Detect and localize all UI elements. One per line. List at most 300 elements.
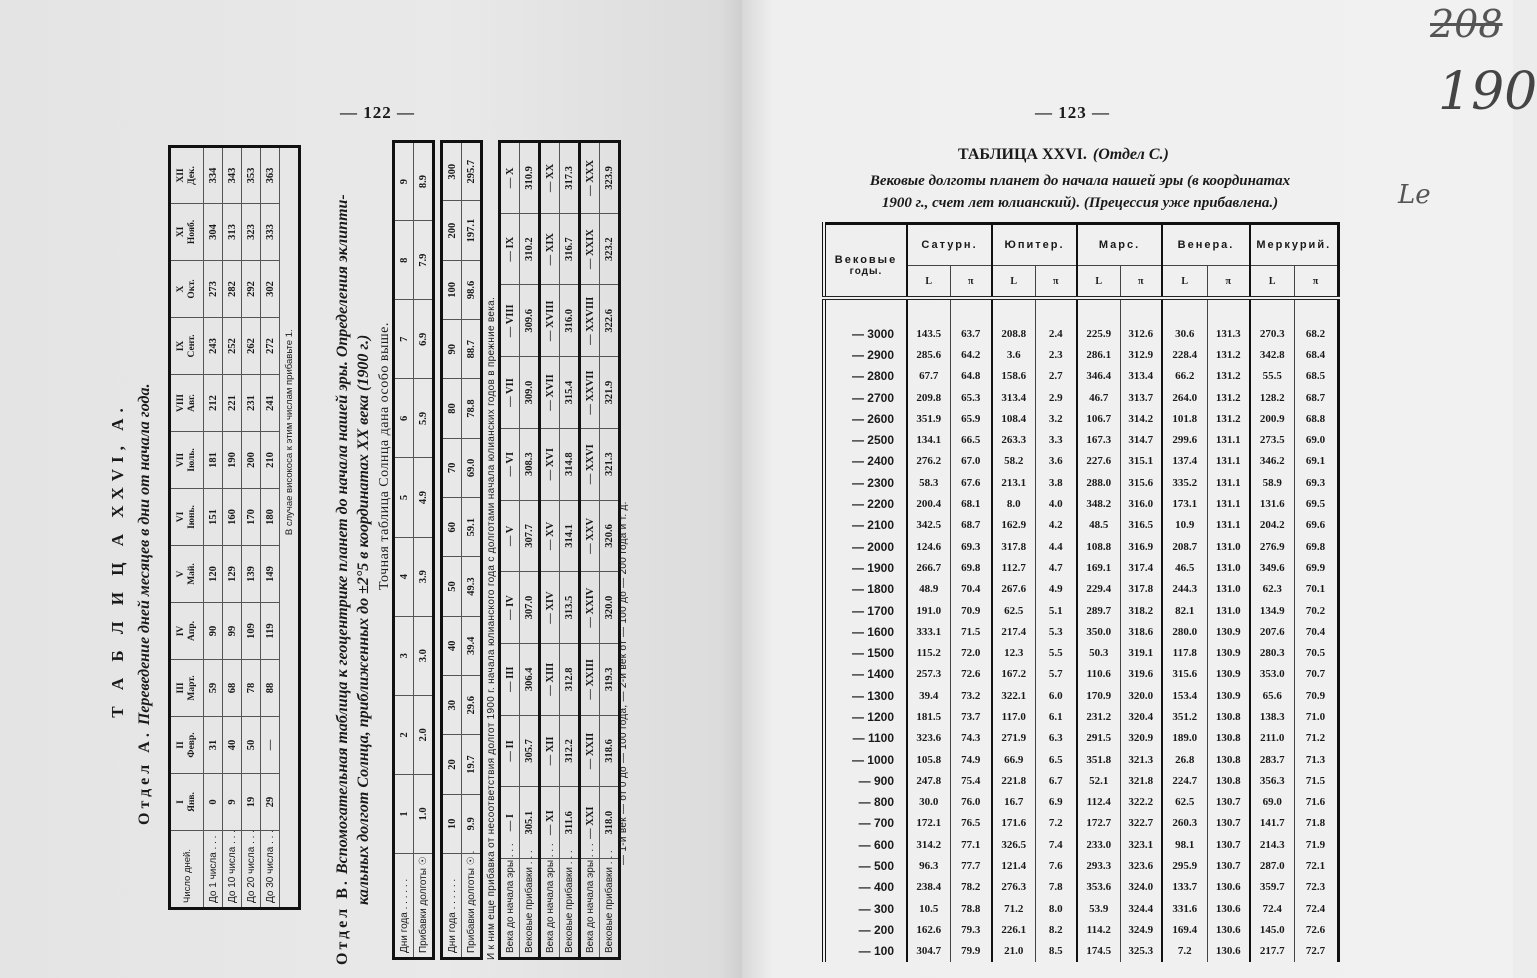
longitude-cell: 346.2 bbox=[1250, 451, 1294, 472]
perihelion-cell: 130.9 bbox=[1207, 621, 1250, 642]
secular-addition-cell: 305.7 bbox=[520, 715, 540, 787]
row-label: Вековые прибавки . . . bbox=[600, 859, 620, 959]
perihelion-cell: 318.6 bbox=[1120, 621, 1162, 642]
table-row bbox=[280, 147, 300, 909]
century-year: — 1500 bbox=[851, 646, 894, 661]
day-cell: 70 bbox=[442, 438, 462, 497]
table-row bbox=[394, 142, 414, 959]
table-row bbox=[824, 366, 1338, 387]
perihelion-cell: 68.2 bbox=[1294, 323, 1338, 344]
day-count-cell: 323 bbox=[242, 204, 261, 261]
blank-cell bbox=[280, 717, 300, 774]
planet-header: Сатурн. bbox=[907, 224, 992, 266]
day-cell: 9 bbox=[394, 142, 414, 221]
longitude-cell: 128.2 bbox=[1250, 387, 1294, 408]
longitude-l-header: L bbox=[1077, 266, 1120, 299]
perihelion-cell: 76.0 bbox=[950, 792, 992, 813]
leap-year-note: В случае високоса к этим числам прибавьте 1. bbox=[280, 147, 300, 717]
day-count-cell: 119 bbox=[261, 603, 280, 660]
longitude-cell: 335.2 bbox=[1162, 472, 1207, 493]
secular-longitudes-table bbox=[822, 222, 1340, 962]
century-cell: — VI bbox=[500, 428, 520, 500]
table-row bbox=[824, 728, 1338, 749]
perihelion-cell: 69.0 bbox=[1294, 429, 1338, 450]
day-count-cell: 353 bbox=[242, 147, 261, 204]
longitude-l-header: L bbox=[992, 266, 1035, 299]
century-cell: — XVII bbox=[540, 357, 560, 429]
perihelion-cell: 71.9 bbox=[1294, 834, 1338, 855]
table-number: ТАБЛИЦА XXVI. bbox=[958, 146, 1087, 163]
longitude-cell: 171.6 bbox=[992, 813, 1035, 834]
table-row bbox=[824, 408, 1338, 429]
longitude-cell: 350.0 bbox=[1077, 621, 1120, 642]
day-count-cell: 149 bbox=[261, 546, 280, 603]
longitude-cell: 110.6 bbox=[1077, 664, 1120, 685]
century-year: — 100 bbox=[858, 944, 894, 959]
perihelion-cell: 67.6 bbox=[950, 472, 992, 493]
longitude-cell: 200.9 bbox=[1250, 408, 1294, 429]
day-cell: 8 bbox=[394, 221, 414, 300]
perihelion-cell: 64.2 bbox=[950, 344, 992, 365]
perihelion-pi-header: π bbox=[1294, 266, 1338, 299]
longitude-cell: 133.7 bbox=[1162, 877, 1207, 898]
addition-cell: 78.8 bbox=[462, 379, 482, 438]
day-count-cell: 210 bbox=[261, 432, 280, 489]
month-number: VI bbox=[176, 511, 186, 523]
century-year: — 2900 bbox=[851, 347, 894, 362]
secular-addition-cell: 315.4 bbox=[560, 357, 580, 429]
longitude-cell: 137.4 bbox=[1162, 451, 1207, 472]
longitude-cell: 204.2 bbox=[1250, 515, 1294, 536]
longitude-cell: 189.0 bbox=[1162, 728, 1207, 749]
table-row bbox=[242, 147, 261, 909]
century-year: — 2700 bbox=[851, 390, 894, 405]
longitude-cell: 58.9 bbox=[1250, 472, 1294, 493]
perihelion-cell: 130.9 bbox=[1207, 685, 1250, 706]
perihelion-cell: 4.7 bbox=[1035, 557, 1077, 578]
table-row bbox=[824, 536, 1338, 557]
day-count-cell: 151 bbox=[204, 489, 223, 546]
longitude-cell: 7.2 bbox=[1162, 941, 1207, 962]
longitude-cell: 270.3 bbox=[1250, 323, 1294, 344]
secular-addition-cell: 311.6 bbox=[560, 787, 580, 859]
perihelion-cell: 64.8 bbox=[950, 366, 992, 387]
section-b-line3: Точная таблица Солнца дана особо выше. bbox=[377, 322, 392, 590]
perihelion-cell: 2.7 bbox=[1035, 366, 1077, 387]
longitude-cell: 172.7 bbox=[1077, 813, 1120, 834]
perihelion-cell: 130.6 bbox=[1207, 941, 1250, 962]
secular-addition-cell: 310.9 bbox=[520, 142, 540, 214]
longitude-cell: 153.4 bbox=[1162, 685, 1207, 706]
century-year: — 800 bbox=[858, 795, 894, 810]
perihelion-cell: 131.1 bbox=[1207, 429, 1250, 450]
longitude-cell: 71.2 bbox=[992, 898, 1035, 919]
month-header bbox=[170, 774, 204, 831]
section-b-heading bbox=[332, 194, 395, 965]
perihelion-cell: 71.2 bbox=[1294, 728, 1338, 749]
longitude-cell: 134.1 bbox=[907, 429, 950, 450]
table-row bbox=[261, 147, 280, 909]
month-name: Март. bbox=[187, 675, 197, 701]
longitude-cell: 131.6 bbox=[1250, 493, 1294, 514]
secular-addition-cell: 316.7 bbox=[560, 213, 580, 285]
addition-cell: 98.6 bbox=[462, 260, 482, 319]
perihelion-cell: 317.4 bbox=[1120, 557, 1162, 578]
longitude-cell: 58.2 bbox=[992, 451, 1035, 472]
section-a-title: Переведение дней месяцев в дни от начала года. bbox=[136, 383, 153, 726]
century-cell: — XXIX bbox=[580, 213, 600, 285]
table-row bbox=[824, 472, 1338, 493]
perihelion-cell: 322.7 bbox=[1120, 813, 1162, 834]
longitude-cell: 66.9 bbox=[992, 749, 1035, 770]
day-count-cell: 241 bbox=[261, 375, 280, 432]
century-cell: — XIX bbox=[540, 213, 560, 285]
month-header bbox=[170, 660, 204, 717]
addition-cell: 295.7 bbox=[462, 142, 482, 201]
century-cell: — XXII bbox=[580, 715, 600, 787]
perihelion-cell: 325.3 bbox=[1120, 941, 1162, 962]
perihelion-cell: 72.1 bbox=[1294, 855, 1338, 876]
day-cell: 1 bbox=[394, 774, 414, 853]
longitude-cell: 114.2 bbox=[1077, 919, 1120, 940]
perihelion-cell: 321.8 bbox=[1120, 770, 1162, 791]
longitude-cell: 221.8 bbox=[992, 770, 1035, 791]
row-label: Дни года . . . . . . bbox=[394, 854, 414, 959]
perihelion-cell: 4.0 bbox=[1035, 493, 1077, 514]
longitude-cell: 351.8 bbox=[1077, 749, 1120, 770]
years-header-line2: годы. bbox=[824, 266, 907, 299]
perihelion-cell: 71.3 bbox=[1294, 749, 1338, 770]
perihelion-cell: 68.7 bbox=[950, 515, 992, 536]
century-year: — 200 bbox=[858, 922, 894, 937]
longitude-cell: 214.3 bbox=[1250, 834, 1294, 855]
month-name: Іюль. bbox=[187, 448, 197, 472]
day-count-cell: 252 bbox=[223, 318, 242, 375]
perihelion-cell: 69.3 bbox=[950, 536, 992, 557]
longitude-cell: 172.1 bbox=[907, 813, 950, 834]
perihelion-cell: 70.1 bbox=[1294, 579, 1338, 600]
table-row bbox=[204, 147, 223, 909]
perihelion-cell: 319.6 bbox=[1120, 664, 1162, 685]
century-cell: — IV bbox=[500, 572, 520, 644]
longitude-cell: 62.5 bbox=[1162, 792, 1207, 813]
day-count-cell: — bbox=[261, 717, 280, 774]
century-cell: — V bbox=[500, 500, 520, 572]
table-a-days bbox=[168, 145, 301, 910]
perihelion-cell: 316.0 bbox=[1120, 493, 1162, 514]
spacer bbox=[1250, 298, 1294, 323]
perihelion-cell: 6.0 bbox=[1035, 685, 1077, 706]
longitude-cell: 181.5 bbox=[907, 706, 950, 727]
table-row bbox=[824, 919, 1338, 940]
section-b-line1: Вспомогательная таблица к геоцентрике планет до начала нашей эры. Определения эклипти- bbox=[334, 194, 351, 875]
perihelion-cell: 323.1 bbox=[1120, 834, 1162, 855]
addition-cell: 49.3 bbox=[462, 557, 482, 616]
table-row bbox=[824, 387, 1338, 408]
century-year: — 3000 bbox=[851, 326, 894, 341]
century-cell: — XV bbox=[540, 500, 560, 572]
table-title: Т А Б Л И Ц А XXVI, A. bbox=[108, 402, 127, 718]
secular-addition-cell: 318.0 bbox=[600, 787, 620, 859]
longitude-cell: 53.9 bbox=[1077, 898, 1120, 919]
row-label: Вековые прибавки . . . bbox=[520, 859, 540, 959]
century-year: — 2000 bbox=[851, 539, 894, 554]
day-count-cell: 262 bbox=[242, 318, 261, 375]
longitude-cell: 108.4 bbox=[992, 408, 1035, 429]
perihelion-cell: 131.3 bbox=[1207, 323, 1250, 344]
table-row bbox=[462, 142, 482, 959]
longitude-cell: 280.0 bbox=[1162, 621, 1207, 642]
month-header bbox=[170, 489, 204, 546]
perihelion-cell: 130.8 bbox=[1207, 728, 1250, 749]
perihelion-cell: 79.3 bbox=[950, 919, 992, 940]
perihelion-cell: 8.5 bbox=[1035, 941, 1077, 962]
month-name: Февр. bbox=[187, 732, 197, 758]
century-cell: — XVI bbox=[540, 428, 560, 500]
perihelion-cell: 71.6 bbox=[1294, 792, 1338, 813]
century-cell: — XI bbox=[540, 787, 560, 859]
day-cell: 30 bbox=[442, 676, 462, 735]
perihelion-cell: 130.9 bbox=[1207, 642, 1250, 663]
perihelion-cell: 130.7 bbox=[1207, 813, 1250, 834]
section-c-note: И к ним еще прибавка от несоответствия долгот 1900 г. начала юлианского года с долготами начала юлианских годов в прежние века. bbox=[486, 296, 497, 960]
century-year: — 900 bbox=[858, 773, 894, 788]
longitude-cell: 351.9 bbox=[907, 408, 950, 429]
perihelion-cell: 5.1 bbox=[1035, 600, 1077, 621]
longitude-cell: 62.5 bbox=[992, 600, 1035, 621]
century-year: — 2400 bbox=[851, 454, 894, 469]
secular-addition-cell: 317.3 bbox=[560, 142, 580, 214]
perihelion-cell: 65.9 bbox=[950, 408, 992, 429]
longitude-l-header: L bbox=[1250, 266, 1294, 299]
month-header bbox=[170, 546, 204, 603]
month-number: II bbox=[176, 741, 186, 749]
perihelion-cell: 73.2 bbox=[950, 685, 992, 706]
longitude-cell: 351.2 bbox=[1162, 706, 1207, 727]
row-label: Прибавки долготы ☉ bbox=[414, 854, 434, 959]
longitude-cell: 141.7 bbox=[1250, 813, 1294, 834]
page-number-right: — 123 — bbox=[1035, 103, 1110, 122]
day-cell: 10 bbox=[442, 794, 462, 853]
longitude-cell: 217.4 bbox=[992, 621, 1035, 642]
longitude-cell: 273.5 bbox=[1250, 429, 1294, 450]
table-row bbox=[500, 142, 520, 959]
perihelion-cell: 72.7 bbox=[1294, 941, 1338, 962]
longitude-cell: 285.6 bbox=[907, 344, 950, 365]
spacer bbox=[992, 298, 1035, 323]
century-cell: — XXV bbox=[580, 500, 600, 572]
table-row bbox=[442, 142, 462, 959]
century-year: — 500 bbox=[858, 859, 894, 874]
table-row bbox=[824, 813, 1338, 834]
table-row bbox=[223, 147, 242, 909]
longitude-cell: 266.7 bbox=[907, 557, 950, 578]
perihelion-cell: 131.1 bbox=[1207, 493, 1250, 514]
century-year: — 400 bbox=[858, 880, 894, 895]
perihelion-cell: 65.3 bbox=[950, 387, 992, 408]
perihelion-cell: 4.9 bbox=[1035, 579, 1077, 600]
longitude-cell: 30.6 bbox=[1162, 323, 1207, 344]
perihelion-cell: 7.4 bbox=[1035, 834, 1077, 855]
century-year: — 1900 bbox=[851, 560, 894, 575]
century-cell: — IX bbox=[500, 213, 520, 285]
longitude-cell: 207.6 bbox=[1250, 621, 1294, 642]
perihelion-cell: 131.0 bbox=[1207, 557, 1250, 578]
addition-cell: 69.0 bbox=[462, 438, 482, 497]
spacer bbox=[950, 298, 992, 323]
perihelion-cell: 6.9 bbox=[1035, 792, 1077, 813]
century-cell: — I bbox=[500, 787, 520, 859]
month-header bbox=[170, 318, 204, 375]
century-year: — 1400 bbox=[851, 667, 894, 682]
longitude-cell: 283.7 bbox=[1250, 749, 1294, 770]
day-cell: 100 bbox=[442, 260, 462, 319]
longitude-cell: 211.0 bbox=[1250, 728, 1294, 749]
day-count-cell: 50 bbox=[242, 717, 261, 774]
day-count-cell: 190 bbox=[223, 432, 242, 489]
perihelion-cell: 69.8 bbox=[950, 557, 992, 578]
longitude-cell: 117.0 bbox=[992, 706, 1035, 727]
day-count-cell: 88 bbox=[261, 660, 280, 717]
longitude-cell: 260.3 bbox=[1162, 813, 1207, 834]
longitude-cell: 145.0 bbox=[1250, 919, 1294, 940]
perihelion-cell: 68.4 bbox=[1294, 344, 1338, 365]
longitude-cell: 229.4 bbox=[1077, 579, 1120, 600]
longitude-cell: 313.4 bbox=[992, 387, 1035, 408]
perihelion-cell: 5.7 bbox=[1035, 664, 1077, 685]
longitude-cell: 55.5 bbox=[1250, 366, 1294, 387]
table-row bbox=[824, 429, 1338, 450]
perihelion-cell: 8.0 bbox=[1035, 898, 1077, 919]
secular-addition-cell: 313.5 bbox=[560, 572, 580, 644]
longitude-cell: 225.9 bbox=[1077, 323, 1120, 344]
longitude-cell: 169.4 bbox=[1162, 919, 1207, 940]
longitude-cell: 291.5 bbox=[1077, 728, 1120, 749]
addition-cell: 39.4 bbox=[462, 616, 482, 675]
row-label: Прибавки долготы ☉ . bbox=[462, 854, 482, 959]
perihelion-cell: 131.0 bbox=[1207, 536, 1250, 557]
addition-cell: 9.9 bbox=[462, 794, 482, 853]
century-cell: — XIII bbox=[540, 643, 560, 715]
spacer bbox=[824, 298, 907, 323]
longitude-l-header: L bbox=[1162, 266, 1207, 299]
longitude-cell: 231.2 bbox=[1077, 706, 1120, 727]
table-row bbox=[540, 142, 560, 959]
day-count-cell: 0 bbox=[204, 774, 223, 831]
month-name: Авг. bbox=[187, 394, 197, 412]
subtitle-line: 1900 г., счет лет юлианский). (Прецессия уже прибавлена.) bbox=[881, 195, 1279, 211]
century-cell: — VIII bbox=[500, 285, 520, 357]
longitude-cell: 314.2 bbox=[907, 834, 950, 855]
perihelion-cell: 323.6 bbox=[1120, 855, 1162, 876]
perihelion-cell: 130.6 bbox=[1207, 877, 1250, 898]
handwritten-mark: Le bbox=[1398, 180, 1431, 210]
day-count-cell: 333 bbox=[261, 204, 280, 261]
longitude-cell: 263.3 bbox=[992, 429, 1035, 450]
longitude-cell: 52.1 bbox=[1077, 770, 1120, 791]
day-count-cell: 343 bbox=[223, 147, 242, 204]
century-year: — 300 bbox=[858, 901, 894, 916]
century-year: — 700 bbox=[858, 816, 894, 831]
longitude-cell: 348.2 bbox=[1077, 493, 1120, 514]
longitude-cell: 208.7 bbox=[1162, 536, 1207, 557]
planet-header: Марс. bbox=[1077, 224, 1162, 266]
perihelion-cell: 130.8 bbox=[1207, 706, 1250, 727]
longitude-cell: 293.3 bbox=[1077, 855, 1120, 876]
longitude-cell: 287.0 bbox=[1250, 855, 1294, 876]
month-name: Дек. bbox=[187, 166, 197, 185]
perihelion-cell: 316.5 bbox=[1120, 515, 1162, 536]
longitude-cell: 26.8 bbox=[1162, 749, 1207, 770]
perihelion-cell: 68.1 bbox=[950, 493, 992, 514]
day-count-cell: 19 bbox=[242, 774, 261, 831]
label-header: Число дней. bbox=[170, 831, 204, 909]
handwritten-new-number: 190 bbox=[1438, 62, 1537, 122]
day-count-cell: 129 bbox=[223, 546, 242, 603]
perihelion-pi-header: π bbox=[950, 266, 992, 299]
perihelion-cell: 70.5 bbox=[1294, 642, 1338, 663]
longitude-cell: 46.7 bbox=[1077, 387, 1120, 408]
month-name: Окт. bbox=[187, 279, 197, 299]
century-footnote: — 1-й век — от 0 до — 100 года, — 2-й век от — 100 до — 200 года и т. д. bbox=[618, 501, 629, 865]
addition-cell: 29.6 bbox=[462, 676, 482, 735]
perihelion-cell: 312.9 bbox=[1120, 344, 1162, 365]
perihelion-cell: 66.5 bbox=[950, 429, 992, 450]
perihelion-cell: 320.0 bbox=[1120, 685, 1162, 706]
longitude-cell: 333.1 bbox=[907, 621, 950, 642]
longitude-cell: 39.4 bbox=[907, 685, 950, 706]
perihelion-cell: 322.2 bbox=[1120, 792, 1162, 813]
row-label: Дни года . . . . . . bbox=[442, 854, 462, 959]
perihelion-pi-header: π bbox=[1207, 266, 1250, 299]
century-cell: — XXIII bbox=[580, 643, 600, 715]
table-row bbox=[824, 515, 1338, 536]
day-count-cell: 282 bbox=[223, 261, 242, 318]
longitude-cell: 353.6 bbox=[1077, 877, 1120, 898]
longitude-cell: 276.9 bbox=[1250, 536, 1294, 557]
perihelion-cell: 70.4 bbox=[950, 579, 992, 600]
perihelion-cell: 3.8 bbox=[1035, 472, 1077, 493]
perihelion-cell: 321.3 bbox=[1120, 749, 1162, 770]
addition-cell: 5.9 bbox=[414, 379, 434, 458]
century-cell: — XXX bbox=[580, 142, 600, 214]
table-b2-sun-additions bbox=[440, 140, 483, 960]
table-row bbox=[824, 298, 1338, 323]
longitude-cell: 200.4 bbox=[907, 493, 950, 514]
perihelion-cell: 7.8 bbox=[1035, 877, 1077, 898]
perihelion-cell: 4.2 bbox=[1035, 515, 1077, 536]
secular-addition-cell: 319.3 bbox=[600, 643, 620, 715]
table-row bbox=[824, 877, 1338, 898]
day-count-cell: 243 bbox=[204, 318, 223, 375]
perihelion-cell: 7.2 bbox=[1035, 813, 1077, 834]
table-row bbox=[824, 579, 1338, 600]
perihelion-cell: 69.9 bbox=[1294, 557, 1338, 578]
secular-addition-cell: 309.6 bbox=[520, 285, 540, 357]
perihelion-cell: 77.1 bbox=[950, 834, 992, 855]
perihelion-pi-header: π bbox=[1035, 266, 1077, 299]
longitude-cell: 288.0 bbox=[1077, 472, 1120, 493]
month-name: Май. bbox=[187, 563, 197, 585]
perihelion-cell: 6.7 bbox=[1035, 770, 1077, 791]
century-year: — 1100 bbox=[852, 731, 894, 746]
century-year: — 2300 bbox=[851, 475, 894, 490]
century-year: — 1000 bbox=[851, 752, 894, 767]
perihelion-cell: 70.2 bbox=[1294, 600, 1338, 621]
month-header bbox=[170, 147, 204, 204]
day-count-cell: 59 bbox=[204, 660, 223, 717]
longitude-cell: 226.1 bbox=[992, 919, 1035, 940]
